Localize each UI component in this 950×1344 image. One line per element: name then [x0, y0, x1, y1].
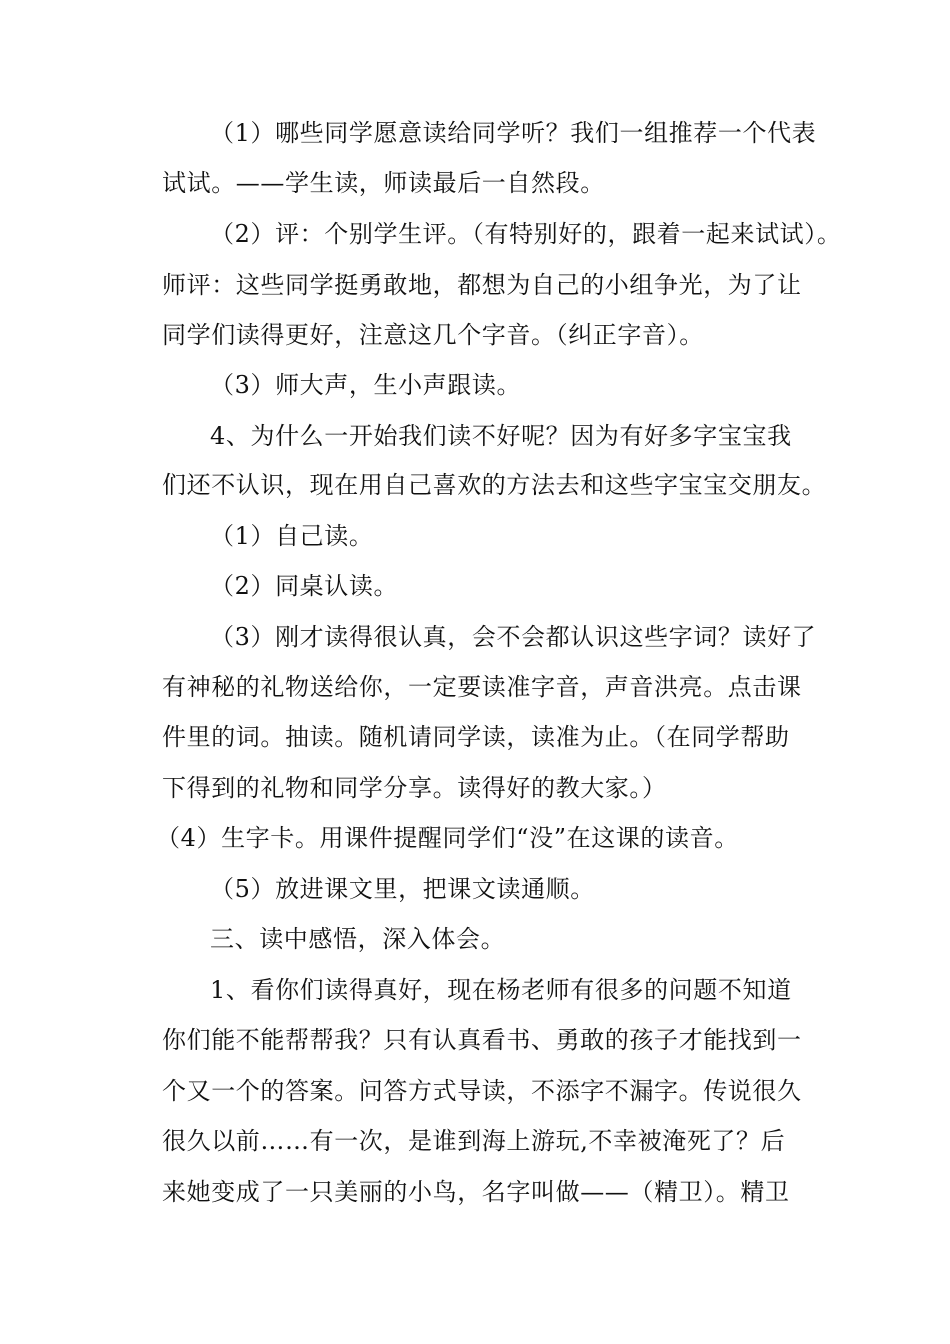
- text-line-12: 有神秘的礼物送给你，一定要读准字音，声音洪亮。点击课: [162, 673, 802, 701]
- text-line-22: 来她变成了一只美丽的小鸟，名字叫做——（精卫）。精卫: [162, 1178, 790, 1206]
- text-line-6: （3）师大声，生小声跟读。: [210, 371, 522, 399]
- text-line-16: （5）放进课文里，把课文读通顺。: [210, 875, 595, 903]
- text-line-7: 4、为什么一开始我们读不好呢？因为有好多字宝宝我: [210, 422, 792, 450]
- text-line-14: 下得到的礼物和同学分享。读得好的教大家。）: [162, 774, 667, 802]
- text-line-3: （2）评：个别学生评。（有特别好的，跟着一起来试试）。: [210, 220, 842, 248]
- text-line-15: （4）生字卡。用课件提醒同学们“没”在这课的读音。: [156, 824, 739, 852]
- text-line-18: 1、看你们读得真好，现在杨老师有很多的问题不知道: [210, 976, 792, 1004]
- text-line-11: （3）刚才读得很认真，会不会都认识这些字词？读好了: [210, 623, 817, 651]
- text-line-13: 件里的词。抽读。随机请同学读，读准为止。（在同学帮助: [162, 723, 790, 751]
- text-line-9: （1）自己读。: [210, 522, 374, 550]
- text-line-21: 很久以前……有一次，是谁到海上游玩,不幸被淹死了？后: [162, 1127, 786, 1155]
- text-line-8: 们还不认识，现在用自己喜欢的方法去和这些字宝宝交朋友。: [162, 471, 827, 499]
- text-line-1: （1）哪些同学愿意读给同学听？我们一组推荐一个代表: [210, 119, 817, 147]
- text-line-2: 试试。——学生读，师读最后一自然段。: [162, 169, 605, 197]
- text-line-20: 个又一个的答案。问答方式导读，不添字不漏字。传说很久: [162, 1077, 802, 1105]
- text-line-4: 师评：这些同学挺勇敢地，都想为自己的小组争光，为了让: [162, 271, 802, 299]
- text-line-5: 同学们读得更好，注意这几个字音。（纠正字音）。: [162, 321, 704, 349]
- text-line-19: 你们能不能帮帮我？只有认真看书、勇敢的孩子才能找到一: [162, 1026, 802, 1054]
- text-line-17: 三、读中感悟，深入体会。: [210, 925, 506, 953]
- text-line-10: （2）同桌认读。: [210, 572, 399, 600]
